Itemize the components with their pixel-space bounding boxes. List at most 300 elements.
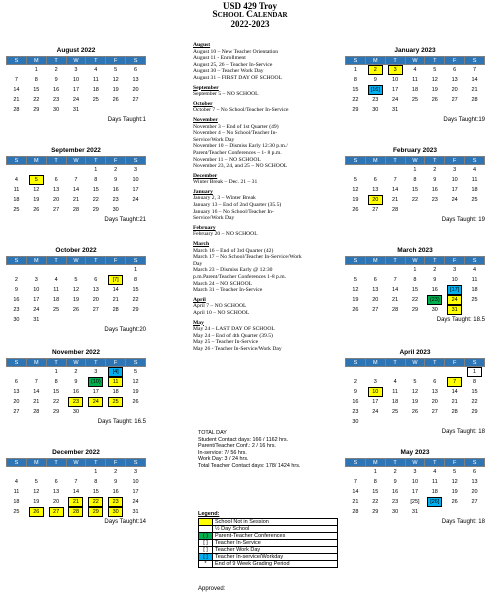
day-cell [425, 377, 445, 387]
day-number: 21 [13, 96, 20, 103]
day-number: 18 [13, 498, 20, 505]
weekday-header: S [7, 459, 27, 467]
day-cell [365, 407, 385, 417]
day-cell [385, 417, 405, 427]
day-number: 19 [33, 196, 40, 203]
day-number: 21 [33, 398, 40, 405]
day-number: 8 [473, 378, 477, 385]
day-number: 13 [92, 286, 99, 293]
day-number: 20 [471, 488, 478, 495]
day-cell [445, 265, 465, 275]
day-number: 28 [352, 508, 359, 515]
day-cell [126, 407, 146, 417]
day-cell [86, 397, 106, 407]
day-cell [46, 477, 66, 487]
day-cell [465, 165, 485, 175]
day-number: 17 [132, 186, 139, 193]
day-cell [405, 165, 425, 175]
day-number: 10 [411, 478, 419, 485]
day-cell [465, 285, 485, 295]
day-cell [445, 507, 465, 517]
day-cell [26, 65, 46, 75]
day-number: 3 [413, 468, 417, 475]
day-number: 22 [33, 96, 40, 103]
day-number: 5 [453, 468, 457, 475]
day-cell [86, 497, 106, 507]
day-number: 3 [74, 66, 78, 73]
day-number: 11 [92, 76, 99, 83]
legend-swatch: [ ] [199, 547, 213, 554]
day-cell [425, 185, 445, 195]
day-number: 25 [13, 508, 20, 515]
day-number: 19 [112, 86, 119, 93]
day-cell [346, 285, 366, 295]
event-line: Service/Work Day [193, 136, 235, 143]
day-cell [445, 195, 465, 205]
day-cell [465, 477, 485, 487]
weekday-header: S [465, 157, 485, 165]
weekday-header: T [86, 359, 106, 367]
day-cell [46, 407, 66, 417]
day-cell [7, 315, 27, 325]
day-cell [425, 407, 445, 417]
day-cell [465, 367, 485, 377]
event-line: January 13 – End of 2nd Quarter (35.5) [193, 202, 282, 209]
day-number: 15 [411, 186, 419, 193]
month-heading: November [193, 116, 218, 123]
day-number: 21 [471, 86, 478, 93]
weekday-header: S [7, 157, 27, 165]
day-cell [26, 497, 46, 507]
day-number: 18 [13, 196, 20, 203]
day-number: 11 [109, 378, 122, 386]
day-number: 14 [471, 76, 478, 83]
weekday-header: S [126, 459, 146, 467]
day-number: 25 [109, 398, 122, 406]
day-number: 20 [13, 398, 20, 405]
day-number: 9 [433, 276, 437, 283]
legend-swatch [199, 526, 213, 533]
weekday-header: F [445, 257, 465, 265]
day-number: 31 [132, 508, 139, 515]
day-cell [405, 275, 425, 285]
day-cell [346, 105, 366, 115]
day-number: 9 [74, 378, 78, 385]
day-cell [405, 397, 425, 407]
legend-title: Legend: [198, 511, 220, 517]
day-cell [86, 185, 106, 195]
day-cell [86, 195, 106, 205]
event-line: May 24 – End of 4th Quarter (39.5) [193, 332, 273, 339]
day-cell [26, 387, 46, 397]
calendar-may [345, 448, 485, 517]
school-year: 2022-2023 [230, 19, 270, 29]
day-cell [7, 467, 27, 477]
month-heading: October [193, 100, 213, 107]
day-cell [126, 367, 146, 377]
day-cell [346, 387, 366, 397]
day-number: 8 [94, 176, 98, 183]
day-cell [445, 397, 465, 407]
day-number: 5 [134, 368, 138, 375]
days-taught: Days Taught: 18 [441, 429, 485, 435]
day-cell [365, 305, 385, 315]
weekday-header: W [405, 459, 425, 467]
day-cell [445, 467, 465, 477]
day-cell [7, 175, 27, 185]
day-number: 22 [372, 498, 379, 505]
weekday-header: M [365, 359, 385, 367]
day-cell [66, 175, 86, 185]
day-number: 17 [92, 388, 99, 395]
day-cell [465, 85, 485, 95]
day-number: 13 [372, 286, 379, 293]
day-number: 17 [72, 86, 80, 93]
day-cell [405, 387, 425, 397]
day-cell [425, 467, 445, 477]
day-number: 28 [392, 306, 399, 313]
day-cell [346, 265, 366, 275]
day-cell [66, 75, 86, 85]
day-number: 3 [453, 166, 457, 173]
day-cell [66, 105, 86, 115]
day-cell [445, 175, 465, 185]
day-cell [126, 285, 146, 295]
day-cell [26, 105, 46, 115]
weekday-header: W [66, 257, 86, 265]
day-cell [86, 165, 106, 175]
weekday-header: W [66, 459, 86, 467]
event-line: p.m.Parent/Teacher Conferences 1-8 p.m. [193, 274, 286, 280]
day-number: 19 [451, 488, 458, 495]
day-cell [106, 315, 126, 325]
day-cell [106, 507, 126, 517]
day-number: 4 [14, 176, 18, 183]
day-number: 23 [109, 498, 122, 506]
weekday-header: W [405, 157, 425, 165]
event-line: February 20 – NO SCHOOL [193, 231, 258, 238]
day-cell [346, 175, 366, 185]
day-number: 8 [413, 176, 417, 183]
month-heading: January [193, 188, 213, 195]
day-cell [66, 275, 86, 285]
day-number: 29 [33, 106, 40, 113]
day-cell [126, 497, 146, 507]
day-cell [66, 315, 86, 325]
day-number: 20 [431, 398, 438, 405]
weekday-header: T [385, 257, 405, 265]
day-number: 5 [114, 66, 118, 73]
day-number: 27 [132, 96, 139, 103]
day-number: 3 [373, 378, 377, 385]
district-name: USD 429 Troy [222, 1, 277, 11]
day-cell [405, 487, 425, 497]
day-number: 19 [352, 196, 359, 203]
day-cell [425, 275, 445, 285]
day-cell [385, 487, 405, 497]
day-cell [66, 477, 86, 487]
day-cell [385, 175, 405, 185]
day-cell [106, 105, 126, 115]
day-number: 15 [33, 86, 40, 93]
day-number: 24 [132, 498, 139, 505]
day-number: 7 [14, 76, 18, 83]
day-number: 27 [431, 408, 438, 415]
day-number: 6 [54, 176, 58, 183]
day-cell [405, 305, 425, 315]
day-cell [465, 305, 485, 315]
day-cell [465, 507, 485, 517]
day-cell [405, 205, 425, 215]
day-cell [7, 205, 27, 215]
event-line: November 23, 24, and 25 – NO SCHOOL [193, 163, 288, 170]
weekday-header: T [86, 57, 106, 65]
day-number: 29 [411, 306, 419, 313]
day-number: 20 [451, 86, 458, 93]
day-cell [66, 205, 86, 215]
day-number: 24 [89, 398, 102, 406]
event-line: March 31 – Teacher In-Service [193, 287, 263, 294]
day-number: 14 [33, 388, 40, 395]
weekday-header: T [385, 459, 405, 467]
day-number: 28 [72, 206, 80, 213]
day-number: 21 [72, 196, 80, 203]
day-cell [126, 305, 146, 315]
weekday-header: S [346, 157, 366, 165]
day-number: 10 [72, 76, 80, 83]
weekday-header: W [66, 57, 86, 65]
weekday-header: T [46, 57, 66, 65]
day-number: 31 [392, 106, 399, 113]
day-number: 6 [134, 66, 138, 73]
day-number: 25 [53, 306, 60, 313]
day-number: 7 [473, 66, 477, 73]
day-number: 29 [352, 106, 359, 113]
day-cell [385, 105, 405, 115]
days-taught: Days Taught: 18 [441, 519, 485, 525]
day-cell [66, 195, 86, 205]
day-cell [465, 377, 485, 387]
weekday-header: S [346, 359, 366, 367]
day-cell [46, 265, 66, 275]
day-cell [465, 275, 485, 285]
day-number: 10 [392, 76, 399, 83]
days-taught: Days Taught:19 [443, 117, 485, 123]
day-number: 11 [431, 478, 438, 485]
day-number: 1 [413, 166, 417, 173]
weekday-header: T [425, 257, 445, 265]
day-cell [405, 65, 425, 75]
day-cell [425, 175, 445, 185]
day-number: 27 [92, 306, 99, 313]
day-cell [346, 377, 366, 387]
day-cell [465, 105, 485, 115]
weekday-header: T [86, 257, 106, 265]
day-cell [405, 185, 425, 195]
month-heading: February [193, 224, 216, 231]
legend-row [199, 554, 338, 561]
day-cell [365, 377, 385, 387]
day-cell [7, 195, 27, 205]
day-number: 30 [53, 106, 60, 113]
day-cell [46, 85, 66, 95]
day-cell [86, 285, 106, 295]
day-cell [365, 367, 385, 377]
day-cell [26, 265, 46, 275]
day-cell [365, 467, 385, 477]
day-cell [385, 285, 405, 295]
weekday-header: F [445, 157, 465, 165]
day-cell [365, 175, 385, 185]
day-cell [46, 377, 66, 387]
day-cell [26, 487, 46, 497]
day-cell [465, 65, 485, 75]
day-number: 26 [451, 498, 458, 505]
day-number: 13 [13, 388, 20, 395]
day-cell [7, 105, 27, 115]
day-cell [66, 497, 86, 507]
day-cell [445, 105, 465, 115]
day-number: 15 [411, 286, 419, 293]
month-heading: December [193, 172, 218, 179]
day-number: 13 [431, 388, 438, 395]
day-cell [46, 397, 66, 407]
day-number: 6 [473, 468, 477, 475]
day-cell [86, 467, 106, 477]
day-number: 31 [448, 306, 461, 314]
legend-label: Parent-Teacher Conferences [213, 533, 338, 540]
day-cell [445, 305, 465, 315]
day-cell [365, 295, 385, 305]
day-number: 7 [34, 378, 38, 385]
day-number: 25 [13, 206, 20, 213]
days-taught: Days Taught:14 [104, 519, 146, 525]
day-cell [66, 185, 86, 195]
day-number: 19 [431, 86, 438, 93]
day-cell [7, 507, 27, 517]
day-number: 25 [92, 96, 99, 103]
day-number: 27 [53, 206, 60, 213]
day-cell [106, 75, 126, 85]
day-number: 15 [53, 388, 60, 395]
day-number: 19 [132, 388, 139, 395]
day-number: 30 [392, 508, 399, 515]
day-cell [365, 265, 385, 275]
day-cell [86, 377, 106, 387]
day-cell [126, 477, 146, 487]
day-cell [86, 387, 106, 397]
day-cell [126, 295, 146, 305]
day-cell [26, 175, 46, 185]
month-title: November 2022 [51, 349, 101, 356]
day-number: 17 [33, 296, 40, 303]
day-number: 26 [431, 96, 438, 103]
day-cell [425, 95, 445, 105]
day-cell [346, 367, 366, 377]
day-cell [445, 185, 465, 195]
day-number: 3 [389, 66, 402, 74]
day-number: 5 [353, 176, 357, 183]
days-taught: Days Taught: 16.5 [97, 419, 146, 425]
day-cell [365, 387, 385, 397]
day-number: 17 [451, 186, 458, 193]
day-number: 26 [30, 508, 43, 516]
day-cell [385, 205, 405, 215]
day-number: 7 [448, 378, 461, 386]
day-cell [445, 285, 465, 295]
day-number: 10 [451, 276, 458, 283]
day-cell [66, 487, 86, 497]
day-number: 11 [471, 176, 478, 183]
day-cell [405, 195, 425, 205]
month-heading: May [193, 319, 204, 326]
day-cell [465, 185, 485, 195]
day-cell [365, 165, 385, 175]
day-cell [7, 75, 27, 85]
day-cell [445, 75, 465, 85]
day-cell [46, 487, 66, 497]
day-number: 14 [392, 186, 399, 193]
weekday-header: M [365, 257, 385, 265]
day-cell [66, 377, 86, 387]
day-number: 2 [74, 368, 78, 375]
calendar-header [150, 2, 350, 29]
day-cell [7, 487, 27, 497]
day-cell [445, 477, 465, 487]
day-cell [346, 477, 366, 487]
day-number: 1 [34, 66, 38, 73]
day-number: 31 [411, 508, 419, 515]
day-cell [26, 75, 46, 85]
weekday-header: F [445, 359, 465, 367]
total-line: Student Contact days: 166 / 1162 hrs. [198, 436, 289, 443]
weekday-header: S [7, 57, 27, 65]
day-cell [465, 467, 485, 477]
day-number: 2 [369, 66, 382, 74]
weekday-header: M [365, 459, 385, 467]
weekday-header: M [26, 359, 46, 367]
day-cell [445, 487, 465, 497]
calendar-oct [6, 246, 146, 325]
weekday-header: S [465, 257, 485, 265]
day-number: 28 [392, 206, 399, 213]
day-number: 28 [33, 408, 40, 415]
day-cell [365, 417, 385, 427]
total-line: In-service: 7/ 56 hrs. [198, 449, 247, 456]
day-cell [405, 367, 425, 377]
day-cell [26, 285, 46, 295]
day-cell [405, 175, 425, 185]
day-number: 23 [352, 408, 359, 415]
day-number: 18 [112, 388, 119, 395]
day-cell [126, 205, 146, 215]
day-cell [405, 507, 425, 517]
day-cell [126, 467, 146, 477]
day-cell [385, 497, 405, 507]
calendar-sep [6, 146, 146, 215]
day-cell [7, 285, 27, 295]
day-cell [445, 497, 465, 507]
day-number: 5 [74, 276, 78, 283]
day-number: 6 [433, 378, 437, 385]
legend-row [199, 519, 338, 526]
day-cell [26, 367, 46, 377]
day-number: 10 [33, 286, 40, 293]
day-number: 24 [451, 196, 458, 203]
day-number: 28 [451, 408, 458, 415]
event-line: March 16 – End of 3rd Quarter (42) [193, 247, 274, 254]
day-cell [26, 275, 46, 285]
